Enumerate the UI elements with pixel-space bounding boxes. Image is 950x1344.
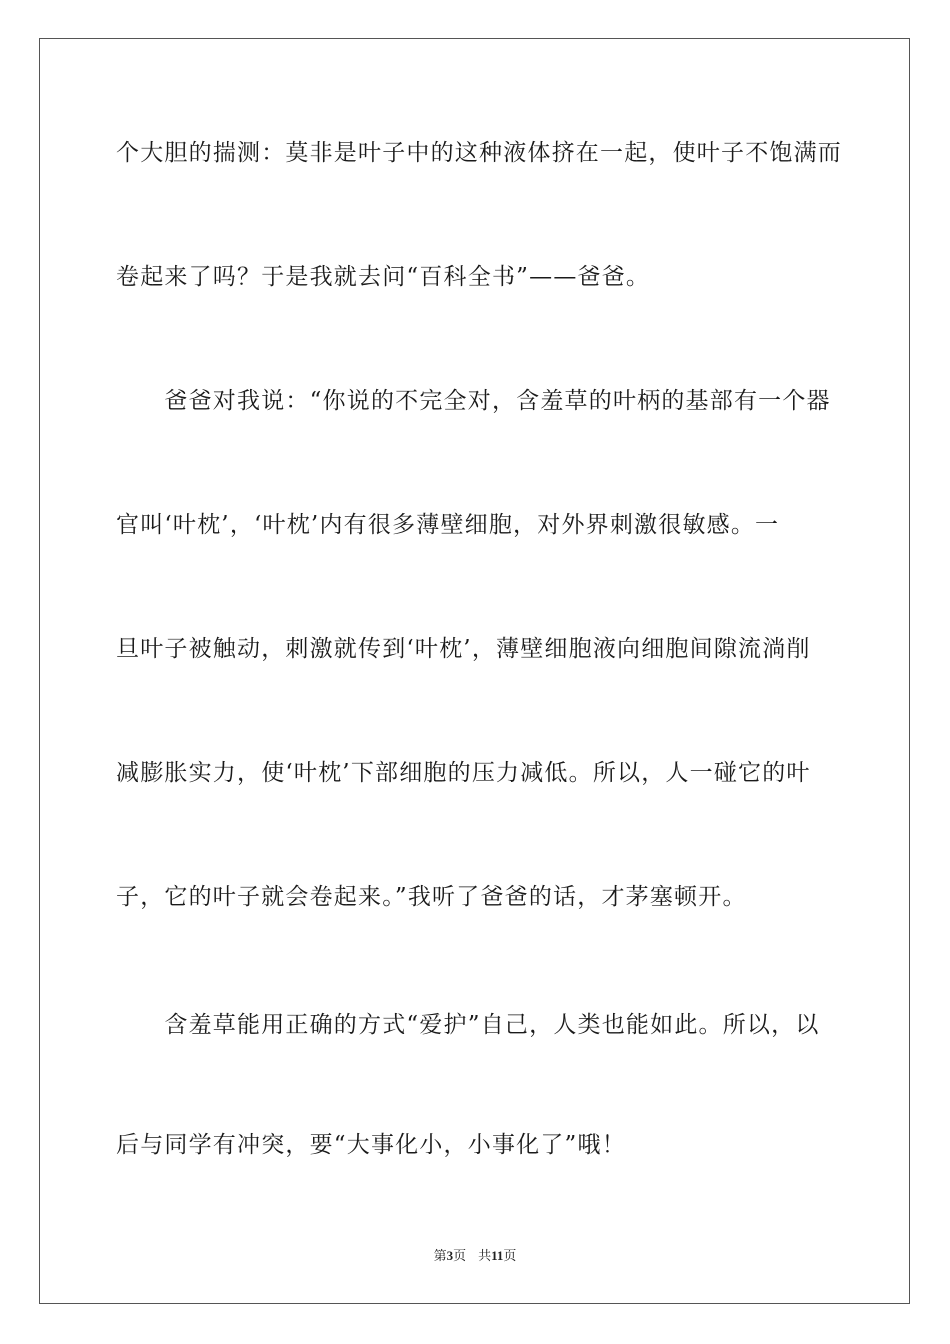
body-text-line-8: 含羞草能用正确的方式“爱护”自己，人类也能如此。所以，以 [116,1012,820,1038]
total-prefix: 共 [478,1248,492,1263]
body-text-line-2: 卷起来了吗？于是我就去问“百科全书”——爸爸。 [116,264,651,290]
body-text-line-7: 子，它的叶子就会卷起来。”我听了爸爸的话，才茅塞顿开。 [116,884,747,910]
page-border [39,38,910,1304]
total-pages: 11 [491,1248,504,1263]
page-footer [0,1245,950,1264]
page-prefix: 第 [433,1248,447,1263]
body-text-line-1: 个大胆的揣测：莫非是叶子中的这种液体挤在一起，使叶子不饱满而 [116,140,842,166]
body-text-line-3: 爸爸对我说：“你说的不完全对，含羞草的叶柄的基部有一个器 [116,388,831,414]
body-text-line-4: 官叫‘叶枕’，‘叶枕’内有很多薄壁细胞，对外界刺激很敏感。一 [116,512,780,538]
page-suffix: 页 [453,1248,467,1263]
body-text-line-9: 后与同学有冲突，要“大事化小，小事化了”哦！ [116,1132,626,1158]
page-number: 3 [446,1248,454,1263]
body-text-line-6: 减膨胀实力，使‘叶枕’下部细胞的压力减低。所以，人一碰它的叶 [116,760,811,786]
total-suffix: 页 [503,1248,517,1263]
body-text-line-5: 旦叶子被触动，刺激就传到‘叶枕’，薄壁细胞液向细胞间隙流淌削 [116,636,811,662]
